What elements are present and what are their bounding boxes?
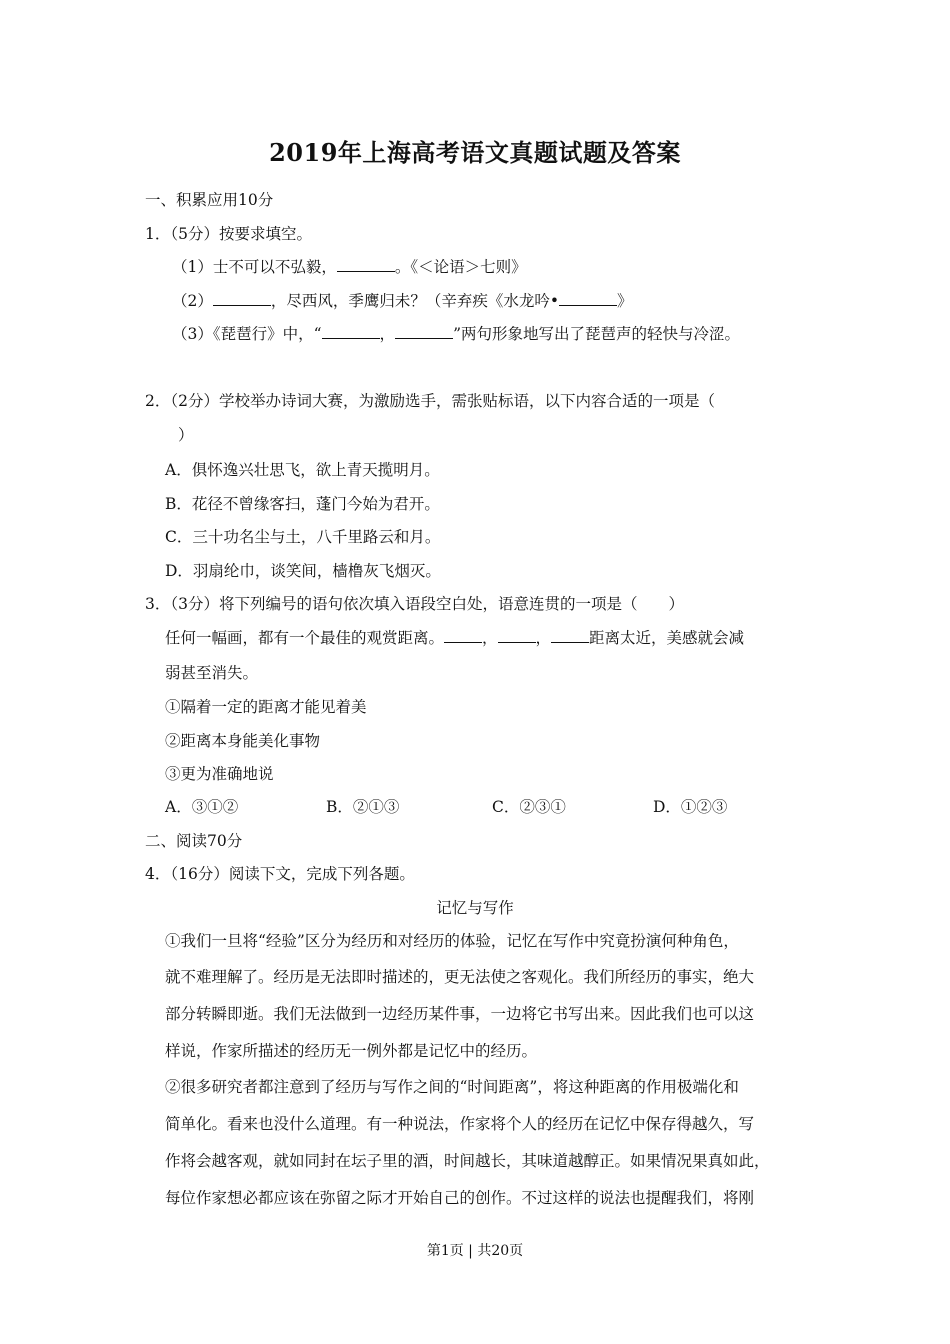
- q3-option-c: C．②③①: [492, 798, 566, 816]
- article-line: ②很多研究者都注意到了经历与写作之间的“时间距离”，将这种距离的作用极端化和: [165, 1078, 739, 1096]
- page-title: 2019年上海高考语文真题试题及答案: [269, 138, 681, 167]
- section-heading-2: 二、阅读70分: [145, 832, 243, 850]
- q3-stem: 3．（3分）将下列编号的语句依次填入语段空白处，语意连贯的一项是（ ）: [145, 595, 684, 613]
- fill-blank: [322, 324, 380, 339]
- q2-option-d: D．羽扇纶巾，谈笑间，樯橹灰飞烟灭。: [165, 562, 441, 580]
- article-line: 简单化。看来也没什么道理。有一种说法，作家将个人的经历在记忆中保存得越久，写: [165, 1115, 755, 1133]
- q3-option-b: B．②①③: [326, 798, 400, 816]
- fill-blank: [559, 291, 617, 306]
- q2-option-c: C．三十功名尘与土，八千里路云和月。: [165, 528, 441, 546]
- fill-blank: [213, 291, 271, 306]
- q2-option-a: A．俱怀逸兴壮思飞，欲上青天揽明月。: [165, 461, 440, 479]
- fill-blank: [444, 628, 482, 643]
- q3-item-1: ①隔着一定的距离才能见着美: [165, 698, 367, 716]
- q3-passage-line-1: 任何一幅画，都有一个最佳的观赏距离。 ， ， 距离太近，美感就会减: [165, 629, 745, 647]
- article-line: 每位作家想必都应该在弥留之际才开始自己的创作。不过这样的说法也提醒我们，将刚: [165, 1189, 755, 1207]
- q1-line-2: （2） ，尽西风，季鹰归未？（辛弃疾《水龙吟• 》: [172, 292, 633, 310]
- article-title: 记忆与写作: [436, 899, 514, 917]
- fill-blank: [395, 324, 453, 339]
- article-line: 就不难理解了。经历是无法即时描述的，更无法使之客观化。我们所经历的事实，绝大: [165, 968, 755, 986]
- q2-stem: 2．（2分）学校举办诗词大赛，为激励选手，需张贴标语，以下内容合适的一项是（: [145, 392, 715, 410]
- article-line: 作将会越客观，就如同封在坛子里的酒，时间越长，其味道越醇正。如果情况果真如此，: [165, 1152, 770, 1170]
- q1-line-3: （3）《琵琶行》中，“ ， ”两句形象地写出了琵琶声的轻快与冷涩。: [172, 325, 740, 343]
- fill-blank: [551, 628, 589, 643]
- article-line: ①我们一旦将“经验”区分为经历和对经历的体验，记忆在写作中究竟扮演何种角色，: [165, 932, 739, 950]
- q3-item-2: ②距离本身能美化事物: [165, 732, 321, 750]
- fill-blank: [337, 257, 395, 272]
- q3-item-3: ③更为准确地说: [165, 765, 274, 783]
- page-footer: 第1页 | 共20页: [426, 1243, 524, 1259]
- q3-option-d: D．①②③: [653, 798, 728, 816]
- q1-stem: 1．（5分）按要求填空。: [145, 225, 312, 243]
- q4-stem: 4．（16分）阅读下文，完成下列各题。: [145, 865, 415, 883]
- article-line: 样说，作家所描述的经历无一例外都是记忆中的经历。: [165, 1042, 538, 1060]
- fill-blank: [498, 628, 536, 643]
- q1-line-1: （1）士不可以不弘毅， 。《＜论语＞七则》: [172, 258, 527, 276]
- q3-option-a: A．③①②: [165, 798, 239, 816]
- q2-stem-cont: ）: [178, 426, 194, 444]
- q2-option-b: B．花径不曾缘客扫，蓬门今始为君开。: [165, 495, 440, 513]
- q3-passage-line-2: 弱甚至消失。: [165, 664, 259, 682]
- article-line: 部分转瞬即逝。我们无法做到一边经历某件事，一边将它书写出来。因此我们也可以这: [165, 1005, 755, 1023]
- section-heading-1: 一、积累应用10分: [145, 191, 274, 209]
